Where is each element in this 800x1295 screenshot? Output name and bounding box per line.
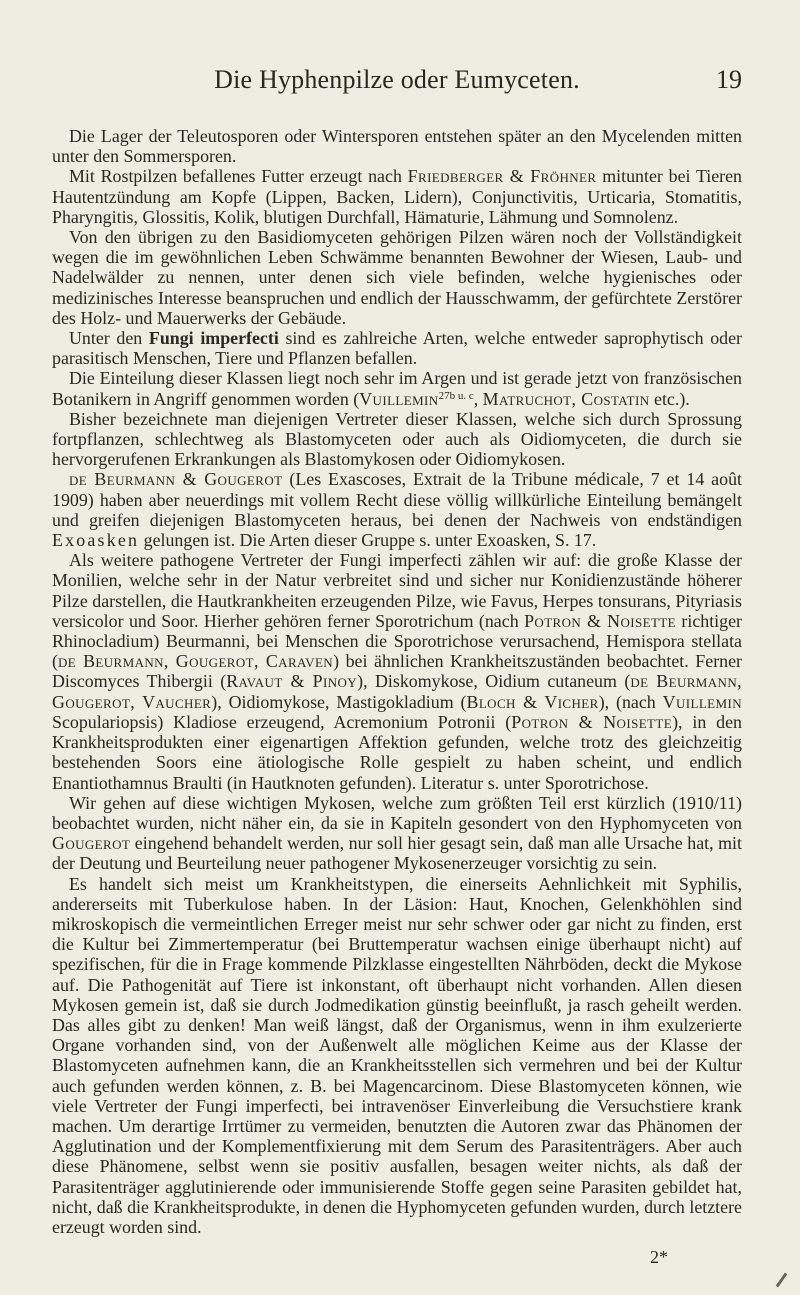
citation-superscript: 27b u. c xyxy=(438,389,474,402)
author-name: Bloch & Vicher xyxy=(466,691,599,712)
text-run: ), (nach xyxy=(598,691,663,712)
text-run: ) bei ähnlichen Krankheitszuständen beobachtet. Ferner Discomyces Thibergii ( xyxy=(52,651,742,692)
author-name: Vuillemin xyxy=(662,691,742,712)
text-run: , xyxy=(473,388,483,409)
spaced-term: Exoasken xyxy=(52,530,140,551)
author-name: de Beurmann, Gougerot, Vaucher xyxy=(52,671,743,712)
text-run: ), Oidiomykose, Mastigokladium ( xyxy=(211,691,467,712)
body-text xyxy=(52,126,742,1237)
paragraph xyxy=(52,409,742,470)
text-run: sind es zahlreiche Arten, welche entweder saprophytisch oder parasitisch Menschen, Tiere und Pflanzen befallen. xyxy=(52,328,742,369)
text-run: ), in den Krankheitsprodukten einer eigenartigen Affektion gefunden, welche trotz des gleichzeitig bestehenden Soors eine ätiologische Rolle gespielt zu haben scheint, und endlich Enantiothamnus Braulti (in Hautknoten gefunden). Literatur s. unter Sporotrichose. xyxy=(52,711,742,793)
text-run: Es handelt sich meist um Krankheitstypen, die einerseits Aehnlichkeit mit Syphilis, andererseits mit Tuberkulose haben. In der Läsion: Haut, Knochen, Gelenkhöhlen sind mikroskopisch die vermeintlichen Erreger meist nur sehr schwer oder gar nicht zu finden, erst die Kultur bei Zimmertemperatur (bei Bruttemperatur wachsen einige überhaupt nicht) auf spezifischen, für die in Frage kommende Pilzklasse eingestellten Nährböden, deckt die Mykose auf. Die Pathogenität auf Tiere ist inkonstant, oft überhaupt nicht vorhanden. Allen diesen Mykosen gemein ist, daß sie durch Jodmedikation günstig beeinflußt, ja rasch geheilt werden. Das alles gibt zu denken! Man weiß längst, daß der Organismus, wenn in ihm exulzerierte Organe vorhanden sind, von der Außenwelt alle möglichen Keime aus der Klasse der Blastomyceten aufnehmen kann, die an Krankheitsstellen sich vermehren und bei der Kultur auch gefunden werden können, z. B. bei Magencarcinom. Diese Blastomyceten können, wie viele Vertreter der Fungi imperfecti, bei intravenöser Einverleibung die Versuchstiere krank machen. Um derartige Irrtümer zu vermeiden, benutzten die Autoren zwar das Phänomen der Agglutination und der Komplementfixierung mit dem Serum des Parasitenträgers. Aber auch diese Phänomene, selbst wenn sie positiv ausfallen, besagen weiter nichts, als daß der Parasitenträger agglutinierende oder immunisierende Stoffe gegen seine Parasiten gebildet hat, nicht, daß die Krankheitsprodukte, in denen die Hyphomyceten gefunden wurden, durch letztere erzeugt worden sind. xyxy=(52,873,742,1237)
paragraph xyxy=(52,328,742,368)
text-run: mitunter bei Tieren Hautentzündung am Kopfe (Lippen, Backen, Lidern), Conjunctivitis, Urticaria, Stomatitis, Pharyngitis, Glossitis, Kolik, blutigen Durchfall, Hämaturie, Lähmung und Somnolenz. xyxy=(52,166,742,227)
paragraph xyxy=(52,793,742,874)
paragraph xyxy=(52,166,742,227)
author-name: Gougerot xyxy=(52,833,131,854)
author-name: Potron & Noisette xyxy=(511,711,673,732)
text-run: ), Diskomykose, Oidium cutaneum ( xyxy=(357,671,631,692)
text-run: Mit Rostpilzen befallenes Futter erzeugt nach xyxy=(69,166,408,187)
text-run: etc.). xyxy=(649,388,690,409)
text-run: Die Lager der Teleutosporen oder Wintersporen entstehen später an den Mycelenden mitten unter den Sommersporen. xyxy=(52,126,742,167)
paragraph xyxy=(52,126,742,166)
text-run: Von den übrigen zu den Basidiomyceten gehörigen Pilzen wären noch der Vollständigkeit wegen die im gewöhnlichen Leben Schwämme benannten Bewohner der Wiesen, Laub- und Nadelwälder zu nennen, unter denen sich viele befinden, welche hygienisches oder medizinisches Interesse beanspruchen und endlich der Hausschwamm, der gefürchtete Zerstörer des Holz- und Mauerwerks der Gebäude. xyxy=(52,227,742,328)
scan-artifact-mark xyxy=(776,1273,788,1288)
text-run: (Les Exascoses, Extrait de la Tribune médicale, 7 et 14 août 1909) haben aber neuerdings mit vollem Recht diese völlig willkürliche Einteilung bemängelt und greifen diejenigen Blastomyceten heraus, bei denen der Nachweis von endständigen xyxy=(52,469,742,530)
author-name: Potron & Noisette xyxy=(524,610,676,631)
text-run: Wir gehen auf diese wichtigen Mykosen, welche zum größten Teil erst kürzlich (1910/11) beobachtet wurden, nicht näher ein, da sie in Kapiteln gesondert von den Hyphomyceten von xyxy=(52,792,742,833)
text-run: Als weitere pathogene Vertreter der Fungi imperfecti zählen wir auf: die große Klasse der Monilien, welche sehr in der Natur verbreitet sind und sicher nur Konidienzustände höherer Pilze darstellen, die Hautkrankheiten erzeugenden Pilze, wie Favus, Herpes tonsurans, Pityriasis versicolor und Soor. Hierher gehören ferner Sporotrichum (nach xyxy=(52,550,742,631)
text-run: gelungen ist. Die Arten dieser Gruppe s. unter Exoasken, S. 17. xyxy=(139,530,597,551)
paragraph xyxy=(52,227,742,328)
text-run: Bisher bezeichnete man diejenigen Vertreter dieser Klassen, welche sich durch Sprossung fortpflanzen, schlechtweg als Blastomyceten oder auch als Oidiomyceten, die durch sie hervorgerufenen Erkrankungen als Blastomykosen oder Oidiomykosen. xyxy=(52,408,742,470)
paragraph xyxy=(52,469,742,550)
running-header xyxy=(52,64,742,100)
paragraph xyxy=(52,874,742,1238)
text-run: Unter den xyxy=(69,328,149,349)
author-name: de Beurmann, Gougerot, Caraven xyxy=(57,651,334,672)
paragraph xyxy=(52,368,742,408)
text-run: eingehend behandelt werden, nur soll hier gesagt sein, daß man alle Ursache hat, mit der Deutung und Beurteilung neuer pathogener Mykosenerzeuger vorsichtig zu sein. xyxy=(52,833,742,874)
text-run: Scopulariopsis) Kladiose erzeugend, Acremonium Potronii ( xyxy=(52,711,512,732)
text-run: Die Einteilung dieser Klassen liegt noch sehr im Argen und ist gerade jetzt von französischen Botanikern in Angriff genommen worden ( xyxy=(52,368,742,409)
paragraph xyxy=(52,550,742,792)
author-name: Vuillemin xyxy=(359,388,439,409)
author-name: Ravaut & Pinoy xyxy=(226,671,358,692)
author-name: Matruchot, Costatin xyxy=(482,388,650,409)
running-title: Die Hyphenpilze oder Eumyceten. xyxy=(214,65,580,94)
author-name: Friedberger & Fröhner xyxy=(407,166,597,187)
text-run: richtiger Rhinocladium) Beurmanni, bei Menschen die Sporotrichose verursachend, Hemispora stellata ( xyxy=(52,610,742,672)
signature-mark: 2* xyxy=(650,1247,668,1267)
bold-term: Fungi imperfecti xyxy=(148,328,279,349)
page-number: 19 xyxy=(716,65,742,94)
author-name: de Beurmann & Gougerot xyxy=(69,469,283,490)
